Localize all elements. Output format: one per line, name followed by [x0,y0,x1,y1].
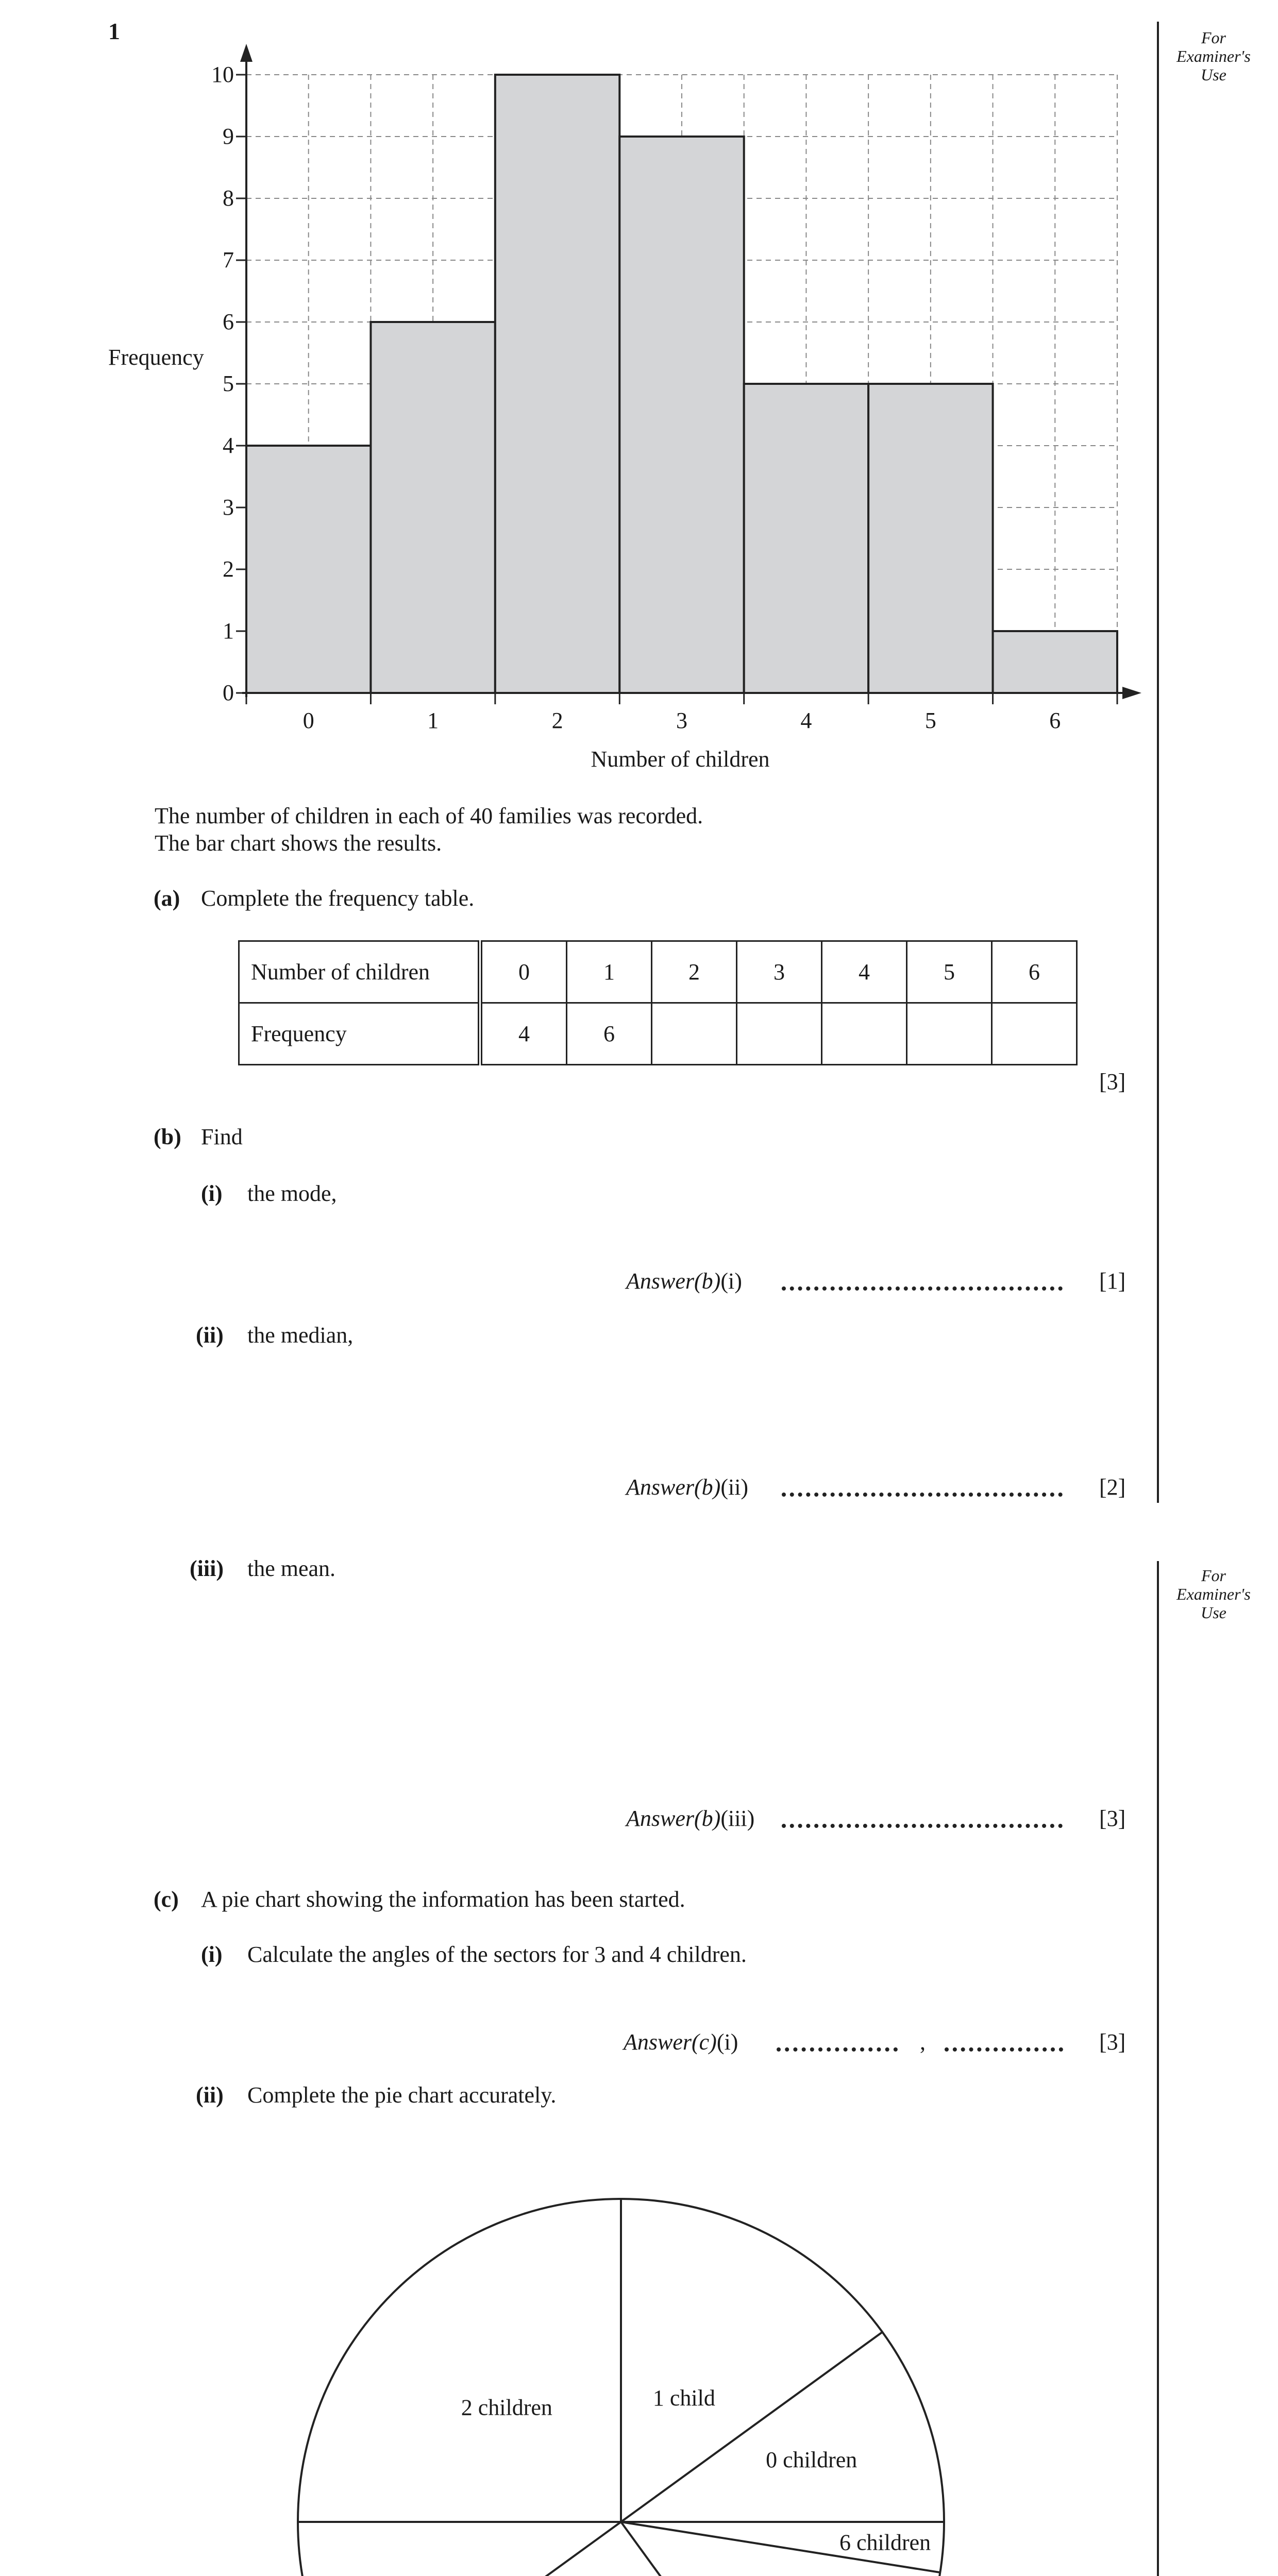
answer-label: Answer(c) [624,2029,717,2055]
part-c-text: A pie chart showing the information has been started. [201,1887,685,1912]
pie-sector-label: 6 children [839,2530,931,2555]
answer-c-i-label [624,2031,738,2054]
intro-line-1: The number of children in each of 40 families was recorded. [155,803,703,828]
pie-radius-line [621,2332,882,2522]
bar [868,384,993,693]
answer-label: Answer(b) [626,1268,721,1294]
y-tick-label: 8 [223,185,234,211]
y-axis-arrow [240,44,253,62]
bar [371,322,495,693]
y-tick-label: 2 [223,556,234,582]
frequency-input-cell[interactable] [822,1003,907,1065]
table-row [239,941,1077,1003]
answer-b-iii-line[interactable] [782,1824,1063,1828]
frequency-input-cell[interactable] [907,1003,992,1065]
y-tick-label: 6 [223,309,234,334]
part-b-i-marks: [1] [1099,1268,1126,1294]
answer-sub: (i) [720,1268,742,1294]
answer-c-i-line-4-children[interactable] [945,2047,1063,2052]
answer-b-i-label [626,1270,742,1293]
answer-sub: (i) [716,2029,738,2055]
y-tick-label: 7 [223,247,234,273]
row-header-number-of-children: Number of children [239,941,480,1003]
part-c-i-text: Calculate the angles of the sectors for 3 and 4 children. [247,1942,747,1967]
frequency-input-cell[interactable] [992,1003,1077,1065]
y-tick-label: 1 [223,618,234,643]
pie-sector-label: 0 children [766,2447,857,2472]
x-tick-label: 4 [800,708,812,733]
pie-sector-label: 1 child [652,2385,715,2411]
part-b-label: (b) [154,1124,181,1149]
x-axis-label: Number of children [591,747,770,772]
part-b-ii-marks: [2] [1099,1475,1126,1500]
part-b-ii-text: the median, [247,1323,354,1348]
part-b-iii-marks: [3] [1099,1806,1126,1831]
answer-b-ii-line[interactable] [782,1493,1063,1497]
answer-c-i-line-3-children[interactable] [777,2047,898,2052]
y-tick-label: 4 [223,433,234,458]
examiner-note-line: For [1201,28,1226,47]
bar [744,384,868,693]
pie-chart[interactable] [0,2138,1278,2576]
y-tick-label: 5 [223,371,234,396]
y-axis-label: Frequency [108,345,204,370]
table-cell: 4 [822,941,907,1003]
pie-sector-label: 2 children [461,2395,552,2420]
y-tick-label: 0 [223,680,234,705]
part-b-iii-text: the mean. [247,1556,336,1581]
row-header-frequency: Frequency [239,1003,480,1065]
table-cell: 5 [907,941,992,1003]
pie-radius-line [621,2522,811,2576]
answer-b-iii-label [626,1807,754,1830]
x-tick-label: 3 [676,708,687,733]
answer-separator: , [920,2029,926,2055]
y-tick-label: 10 [211,62,234,87]
part-b-i-label: (i) [201,1181,223,1206]
part-c-label: (c) [154,1887,179,1912]
frequency-cell: 4 [480,1003,567,1065]
part-a-marks: [3] [1099,1069,1126,1094]
frequency-table [238,940,1078,1065]
answer-label: Answer(b) [626,1806,721,1831]
examiner-note-line: Examiner's [1176,1585,1251,1603]
part-b-text: Find [201,1124,243,1149]
frequency-cell: 6 [567,1003,652,1065]
table-cell: 0 [480,941,567,1003]
examiner-note-line: Use [1201,65,1226,84]
examiner-use-note-2 [1162,1566,1265,1622]
y-tick-label: 3 [223,495,234,520]
part-c-ii-text: Complete the pie chart accurately. [247,2082,557,2108]
bar-chart [0,0,1278,804]
answer-sub: (ii) [720,1475,749,1500]
answer-sub: (iii) [720,1806,755,1831]
table-cell: 1 [567,941,652,1003]
part-b-iii-label: (iii) [190,1556,224,1581]
examiner-note-line: Examiner's [1176,47,1251,65]
x-tick-label: 0 [302,708,314,733]
part-a-text: Complete the frequency table. [201,886,475,911]
intro-line-2: The bar chart shows the results. [155,831,442,856]
part-b-i-text: the mode, [247,1181,337,1206]
y-tick-label: 9 [223,124,234,149]
frequency-input-cell[interactable] [652,1003,737,1065]
x-tick-label: 2 [551,708,563,733]
bar [619,137,744,693]
x-axis-arrow [1122,687,1141,699]
answer-label: Answer(b) [626,1475,721,1500]
examiner-note-line: Use [1201,1603,1226,1622]
answer-b-i-line[interactable] [782,1286,1063,1291]
part-c-i-label: (i) [201,1942,223,1967]
examiner-note-line: For [1201,1566,1226,1585]
table-cell: 3 [737,941,822,1003]
part-a-label: (a) [154,886,180,911]
x-tick-label: 5 [924,708,936,733]
part-b-ii-label: (ii) [196,1323,224,1348]
table-row [239,1003,1077,1065]
answer-b-ii-label [626,1476,748,1499]
question-number: 1 [108,18,120,44]
bar [495,75,619,693]
frequency-input-cell[interactable] [737,1003,822,1065]
bar [246,446,371,693]
part-c-ii-label: (ii) [196,2082,224,2108]
part-c-i-marks: [3] [1099,2029,1126,2055]
table-cell: 2 [652,941,737,1003]
pie-radius-line [360,2522,621,2576]
table-cell: 6 [992,941,1077,1003]
x-tick-label: 1 [427,708,439,733]
bar [993,631,1117,693]
x-tick-label: 6 [1049,708,1061,733]
